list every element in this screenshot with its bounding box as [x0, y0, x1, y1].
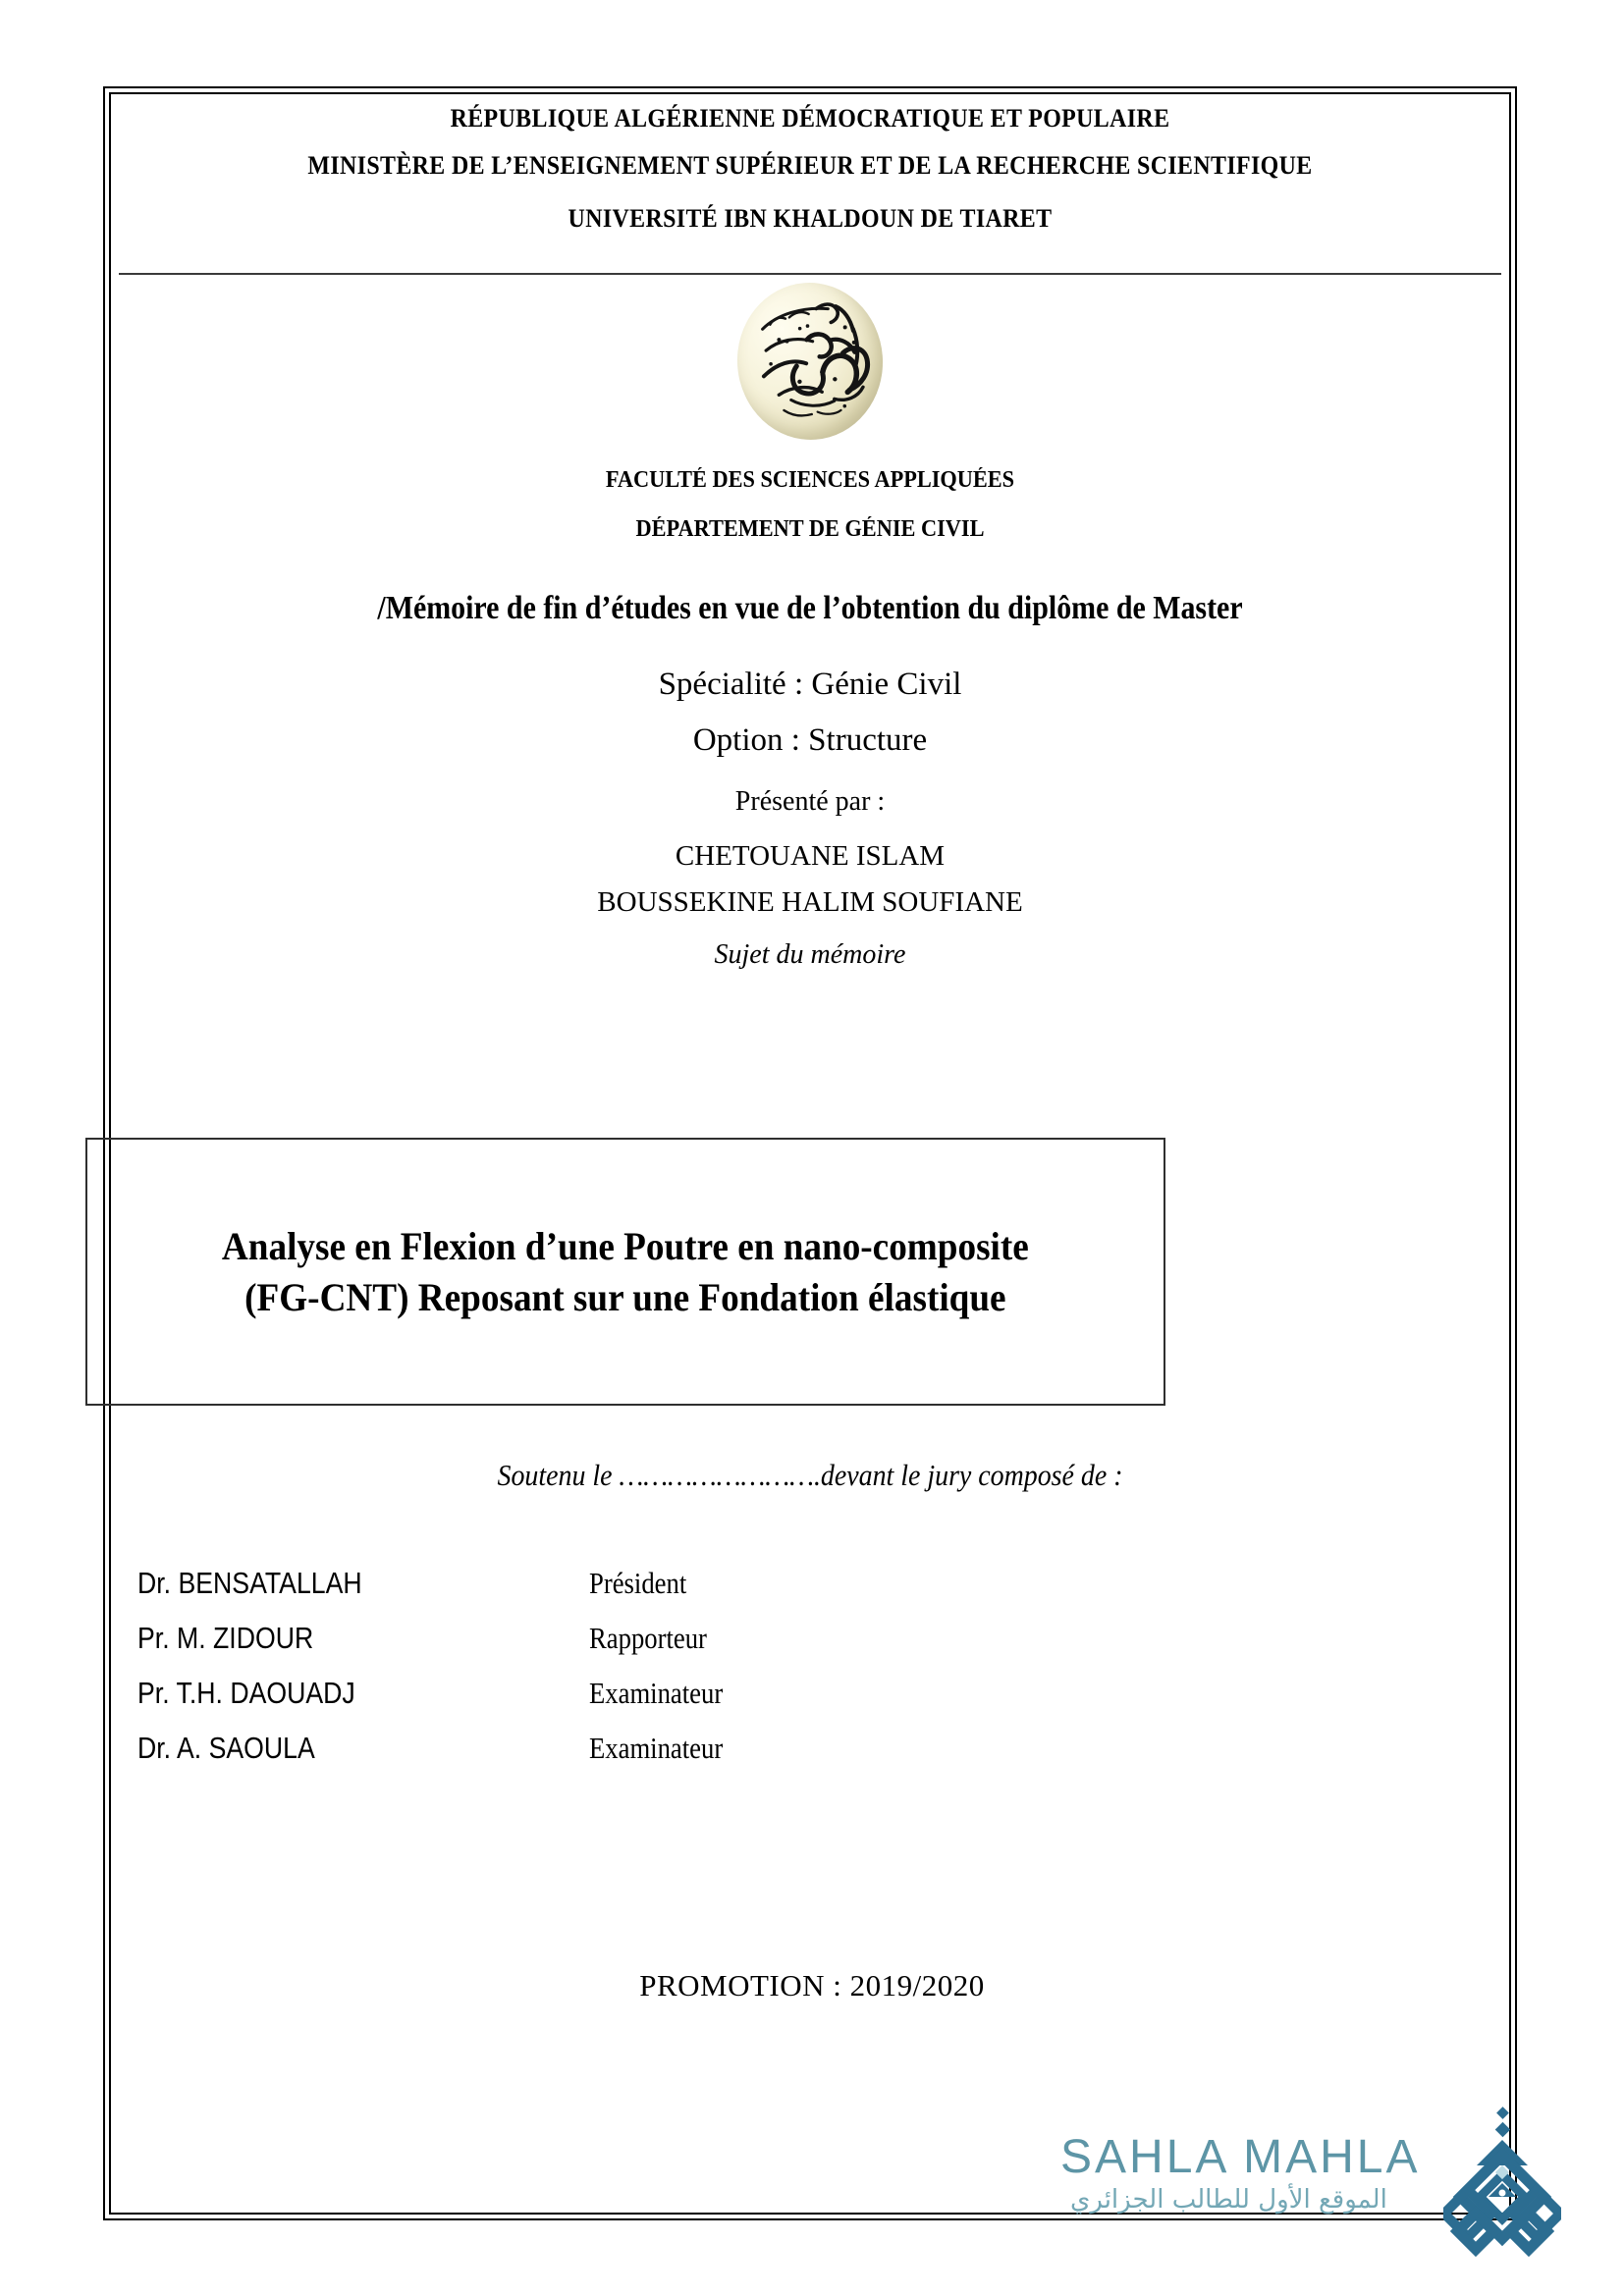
jury-member-role: Rapporteur	[589, 1621, 707, 1655]
watermark-tagline: الموقع الأول للطالب الجزائري	[1070, 2185, 1387, 2215]
jury-row	[137, 1676, 952, 1731]
header-university: UNIVERSITÉ IBN KHALDOUN DE TIARET	[568, 204, 1053, 233]
option-line: Option : Structure	[692, 722, 928, 758]
defense-date-line: Soutenu le …………………….devant le jury composé de :	[497, 1458, 1123, 1492]
sahla-mahla-watermark	[1060, 2120, 1551, 2268]
author-1: CHETOUANE ISLAM	[675, 840, 946, 872]
header-ministry: MINISTÈRE DE L’ENSEIGNEMENT SUPÉRIEUR ET DE LA RECHERCHE SCIENTIFIQUE	[307, 151, 1313, 180]
jury-list	[137, 1566, 952, 1786]
jury-member-name: Pr. M. ZIDOUR	[137, 1621, 314, 1655]
header-divider	[119, 273, 1501, 275]
faculty-name: FACULTÉ DES SCIENCES APPLIQUÉES	[605, 467, 1015, 493]
header-republic: RÉPUBLIQUE ALGÉRIENNE DÉMOCRATIQUE ET POPULAIRE	[450, 104, 1170, 133]
jury-row	[137, 1731, 952, 1786]
jury-member-name: Pr. T.H. DAOUADJ	[137, 1676, 355, 1710]
speciality-line: Spécialité : Génie Civil	[658, 667, 962, 702]
seal-calligraphy-icon	[732, 278, 889, 445]
jury-member-role: Président	[589, 1566, 687, 1600]
jury-row	[137, 1566, 952, 1621]
jury-member-name: Dr. A. SAOULA	[137, 1731, 315, 1765]
presented-by-label: Présenté par :	[734, 786, 886, 817]
degree-statement: /Mémoire de fin d’études en vue de l’obtention du diplôme de Master	[377, 590, 1243, 626]
university-logo	[103, 283, 1517, 445]
university-seal-oval	[732, 278, 889, 445]
jury-member-role: Examinateur	[589, 1676, 724, 1710]
thesis-title-line-1: Analyse en Flexion d’une Poutre en nano-composite	[222, 1224, 1029, 1269]
jury-member-name: Dr. BENSATALLAH	[137, 1566, 362, 1600]
author-2: BOUSSEKINE HALIM SOUFIANE	[597, 886, 1023, 918]
thesis-title-line-2: (FG-CNT) Reposant sur une Fondation élastique	[244, 1274, 1006, 1319]
watermark-brand: SAHLA MAHLA	[1060, 2131, 1421, 2183]
sahla-mahla-logo-icon	[1443, 2103, 1561, 2265]
jury-row	[137, 1621, 952, 1676]
thesis-title-box	[85, 1138, 1165, 1406]
jury-member-role: Examinateur	[589, 1731, 724, 1765]
subject-label: Sujet du mémoire	[714, 939, 906, 970]
department-name: DÉPARTEMENT DE GÉNIE CIVIL	[635, 516, 985, 542]
thesis-title	[213, 1221, 1038, 1321]
promotion-line: PROMOTION : 2019/2020	[639, 1968, 985, 2002]
